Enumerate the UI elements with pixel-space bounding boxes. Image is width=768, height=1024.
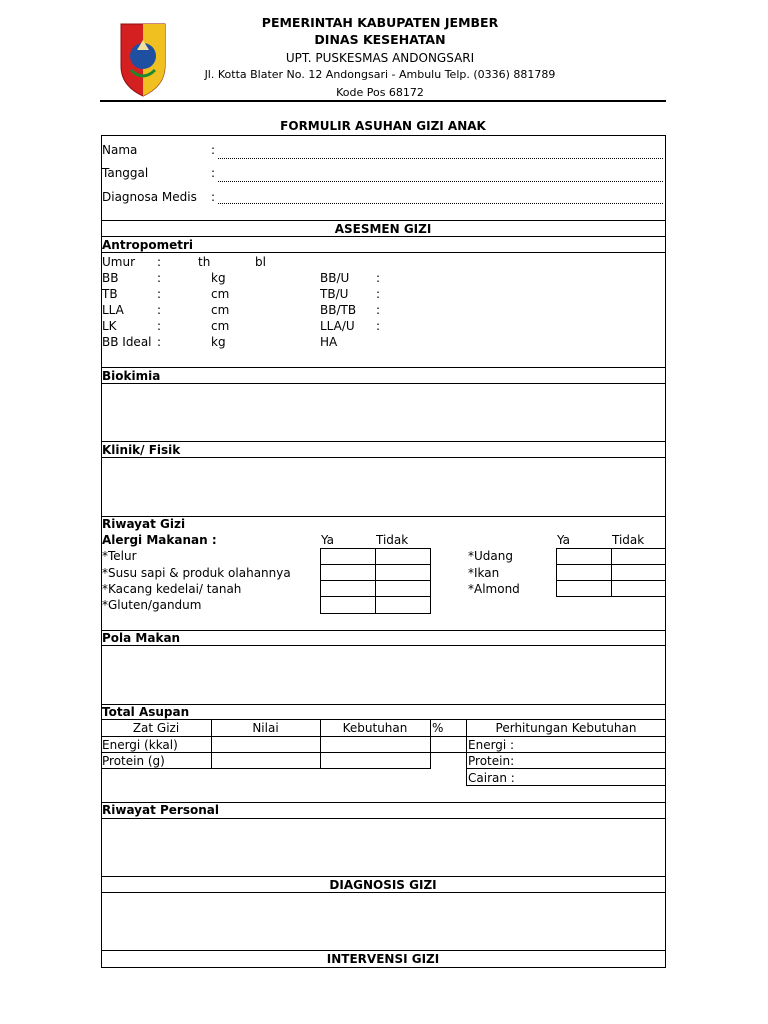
label-lk: LK <box>102 319 117 333</box>
label-bb-tb: BB/TB <box>320 303 357 317</box>
col-perhitungan-kebutuhan: Perhitungan Kebutuhan <box>495 721 637 735</box>
label-tanggal: Tanggal <box>102 166 149 180</box>
allergy-item: *Telur <box>102 549 137 563</box>
form-title: FORMULIR ASUHAN GIZI ANAK <box>280 119 486 133</box>
label-diagnosa-medis: Diagnosa Medis <box>102 190 197 204</box>
label-ha: HA <box>320 335 338 349</box>
label-riwayat-personal: Riwayat Personal <box>102 803 219 817</box>
form-frame-right <box>665 135 666 968</box>
nama-field[interactable] <box>218 158 663 159</box>
riwayat-personal-area[interactable] <box>102 819 665 875</box>
label-bb: BB <box>102 271 119 285</box>
row-protein: Protein (g) <box>102 754 165 768</box>
label-lla-u: LLA/U <box>320 319 355 333</box>
label-biokimia: Biokimia <box>102 369 161 383</box>
section-intervensi-gizi: INTERVENSI GIZI <box>326 952 440 966</box>
col-tidak-left: Tidak <box>376 533 409 547</box>
diagnosa-medis-field[interactable] <box>218 203 663 204</box>
label-nama: Nama <box>102 143 138 157</box>
allergy-item: *Almond <box>468 582 520 596</box>
biokimia-area[interactable] <box>102 384 665 441</box>
label-pola-makan: Pola Makan <box>102 631 181 645</box>
label-bb-u: BB/U <box>320 271 350 285</box>
label-lla: LLA <box>102 303 124 317</box>
header-line-2: DINAS KESEHATAN <box>314 32 446 47</box>
kabupaten-logo <box>117 20 169 98</box>
col-tidak-right: Tidak <box>612 533 645 547</box>
allergy-item: *Udang <box>468 549 513 563</box>
header-line-1: PEMERINTAH KABUPATEN JEMBER <box>261 15 499 30</box>
klinik-fisik-area[interactable] <box>102 458 665 515</box>
allergy-item: *Susu sapi & produk olahannya <box>102 566 291 580</box>
label-total-asupan: Total Asupan <box>102 705 190 719</box>
section-asesmen-gizi: ASESMEN GIZI <box>334 222 432 236</box>
col-ya-left: Ya <box>321 533 335 547</box>
section-diagnosis-gizi: DIAGNOSIS GIZI <box>329 878 437 892</box>
label-tb-u: TB/U <box>320 287 349 301</box>
col-persen: % <box>432 721 444 735</box>
row-protein-perhitungan: Protein: <box>468 754 515 768</box>
row-cairan-perhitungan: Cairan : <box>468 771 515 785</box>
header-postcode: Kode Pos 68172 <box>336 86 424 99</box>
label-klinik-fisik: Klinik/ Fisik <box>102 443 181 457</box>
col-kebutuhan: Kebutuhan <box>342 721 408 735</box>
header-rule <box>100 100 666 102</box>
allergy-item: *Gluten/gandum <box>102 598 202 612</box>
row-energi: Energi (kkal) <box>102 738 178 752</box>
label-antropometri: Antropometri <box>102 238 193 252</box>
col-nilai: Nilai <box>252 721 279 735</box>
diagnosis-gizi-area[interactable] <box>102 893 665 949</box>
header-line-3: UPT. PUSKESMAS ANDONGSARI <box>285 51 475 65</box>
label-th: th <box>198 255 211 269</box>
label-tb: TB <box>102 287 118 301</box>
allergy-item: *Ikan <box>468 566 500 580</box>
label-riwayat-gizi: Riwayat Gizi <box>102 517 186 531</box>
label-alergi-makanan: Alergi Makanan : <box>102 533 217 547</box>
pola-makan-area[interactable] <box>102 646 665 703</box>
col-ya-right: Ya <box>557 533 571 547</box>
label-bb-ideal: BB Ideal <box>102 335 152 349</box>
label-umur: Umur <box>102 255 136 269</box>
tanggal-field[interactable] <box>218 181 663 182</box>
row-energi-perhitungan: Energi : <box>468 738 515 752</box>
col-zat-gizi: Zat Gizi <box>132 721 180 735</box>
allergy-item: *Kacang kedelai/ tanah <box>102 582 242 596</box>
header-address: Jl. Kotta Blater No. 12 Andongsari - Ambulu Telp. (0336) 881789 <box>204 68 556 81</box>
label-bl: bl <box>255 255 266 269</box>
